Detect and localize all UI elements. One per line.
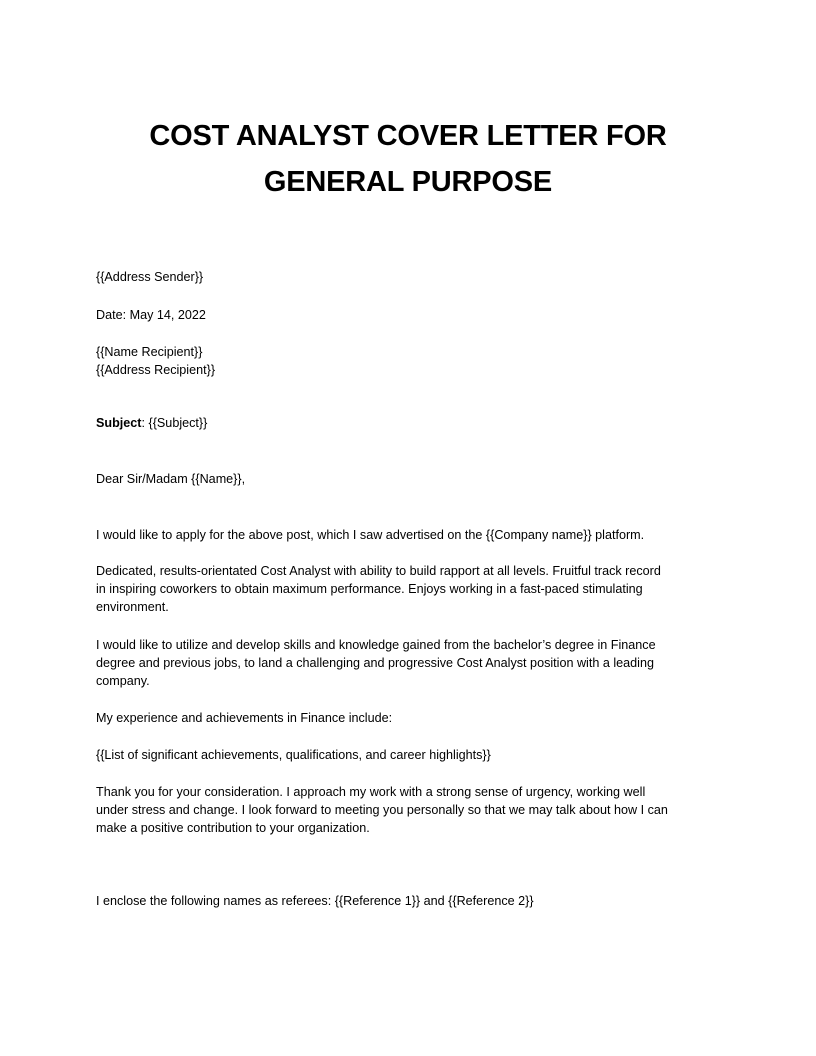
paragraph-6: Thank you for your consideration. I approach my work with a strong sense of urgency, working well under stress and change. I look forward to meeting you personally so that we may talk about how I can make a positive contribution to your organization.	[96, 785, 668, 835]
paragraph-4: My experience and achievements in Finance include:	[96, 711, 393, 725]
recipient-block	[96, 343, 736, 379]
paragraph-5: {{List of significant achievements, qualifications, and career highlights}}	[96, 748, 491, 762]
paragraph-2: Dedicated, results-orientated Cost Analyst with ability to build rapport at all levels. Fruitful track record in inspiring coworkers to obtain maximum performance. Enjoys working in a fast-paced stimulating environment.	[96, 564, 661, 614]
title-line-1: COST ANALYST COVER LETTER FOR	[149, 120, 667, 152]
subject-label: Subject	[96, 416, 142, 430]
address-sender: {{Address Sender}}	[96, 270, 204, 284]
address-recipient: {{Address Recipient}}	[96, 363, 216, 377]
salutation: Dear Sir/Madam {{Name}},	[96, 472, 246, 486]
title-line-2: GENERAL PURPOSE	[263, 166, 553, 198]
paragraph-7: I enclose the following names as referees: {{Reference 1}} and {{Reference 2}}	[96, 894, 534, 908]
page-title	[0, 113, 816, 205]
paragraph-3: I would like to utilize and develop skills and knowledge gained from the bachelor’s degree in Finance degree and previous jobs, to land a challenging and progressive Cost Analyst position with a leading company.	[96, 638, 656, 688]
name-recipient: {{Name Recipient}}	[96, 345, 203, 359]
letter-date: Date: May 14, 2022	[96, 308, 206, 322]
subject-value: : {{Subject}}	[141, 416, 208, 430]
paragraph-1: I would like to apply for the above post, which I saw advertised on the {{Company name}} platform.	[96, 528, 645, 542]
subject-line	[96, 414, 736, 432]
letter-body	[96, 268, 736, 910]
